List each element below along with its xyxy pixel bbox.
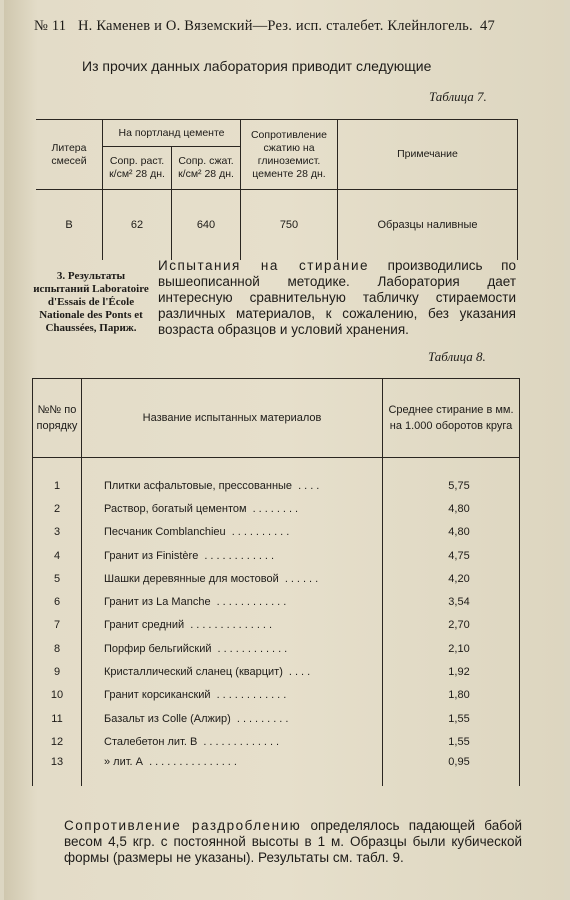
table-row <box>33 544 520 567</box>
leader-dots: ...... <box>278 572 322 585</box>
table-row <box>33 497 520 520</box>
table7-caption: Таблица 7. <box>429 89 487 104</box>
row-number: 7 <box>53 619 61 632</box>
row-number: 3 <box>53 526 61 539</box>
material-name-cell <box>82 497 383 520</box>
material-name-cell <box>82 521 383 544</box>
t7-header-glino: Сопротивление сжатию на глиноземист. цементе 28 дн. <box>241 120 338 190</box>
material-name: Базальт из Colle (Алжир) <box>104 712 231 725</box>
table-row <box>33 614 520 637</box>
running-title: Н. Каменев и О. Вяземский—Рез. исп. сталебет. Клейнлогель. <box>78 18 473 34</box>
row-number: 8 <box>53 642 61 655</box>
t7-cell-litera: В <box>36 190 103 261</box>
abrasion-value-cell <box>383 544 520 567</box>
leader-dots: ............ <box>198 549 278 562</box>
material-name: Песчаник Comblanchieu <box>104 526 226 539</box>
material-name-cell <box>82 590 383 613</box>
material-name: Гранит из La Manche <box>104 596 211 609</box>
table-row <box>33 521 520 544</box>
row-number: 5 <box>53 572 61 585</box>
para2-text: определялось падающей бабой весом 4,5 кгр. с постоянной высоты в 1 м. Образцы были кубической формы (размеры не указаны). Результаты см. табл. 9. <box>64 818 522 865</box>
leader-dots: ............... <box>143 755 240 768</box>
row-number: 11 <box>51 712 63 725</box>
material-name-cell <box>82 567 383 590</box>
paragraph-crushing <box>64 818 522 866</box>
abrasion-value-cell <box>383 567 520 590</box>
material-name: Гранит средний <box>104 619 185 632</box>
abrasion-value-cell <box>383 660 520 683</box>
table-row <box>33 637 520 660</box>
abrasion-value-cell <box>383 730 520 753</box>
abrasion-value-cell <box>383 684 520 707</box>
abrasion-value: 1,55 <box>448 735 470 748</box>
abrasion-value: 4,80 <box>448 526 470 539</box>
t7-header-rast: Сопр. раст. к/см² 28 дн. <box>103 147 172 190</box>
material-name: Гранит корсиканский <box>104 689 211 702</box>
book-page <box>4 0 564 900</box>
row-number-cell <box>33 590 82 613</box>
row-number-cell <box>33 497 82 520</box>
row-number: 13 <box>50 755 64 768</box>
leader-dots: ........ <box>246 502 302 515</box>
row-number: 4 <box>53 549 61 562</box>
row-number-cell <box>33 707 82 730</box>
t7-header-note: Примечание <box>338 120 518 190</box>
abrasion-value: 1,55 <box>448 712 470 725</box>
leader-dots: ............ <box>210 596 290 609</box>
material-name-cell <box>82 474 383 497</box>
leader-dots: ............ <box>211 642 291 655</box>
row-number-cell <box>33 544 82 567</box>
table-row <box>33 567 520 590</box>
row-number-cell <box>33 754 82 786</box>
leader-dots: .... <box>292 479 323 492</box>
material-name: Плитки асфальтовые, прессованные <box>104 479 293 492</box>
abrasion-value-cell <box>383 754 520 786</box>
t7-header-portland: На портланд цементе <box>103 120 241 147</box>
t8-header-name: Название испытанных материалов <box>82 379 383 458</box>
abrasion-value: 2,70 <box>448 619 470 632</box>
table-row <box>33 730 520 753</box>
leader-dots: .......... <box>225 526 293 539</box>
material-name-cell <box>82 754 383 786</box>
abrasion-value-cell <box>383 521 520 544</box>
row-number: 12 <box>50 735 64 748</box>
material-name-cell <box>82 614 383 637</box>
row-number-cell <box>33 567 82 590</box>
material-name: » лит. А <box>104 755 144 768</box>
leader-dots: ............ <box>210 689 290 702</box>
material-name: Шашки деревянные для мостовой <box>104 572 279 585</box>
table-row <box>33 707 520 730</box>
abrasion-value: 4,20 <box>448 572 470 585</box>
material-name-cell <box>82 544 383 567</box>
margin-heading: 3. Результаты испытаний Laboratoire d'Essais de l'École Nationale des Ponts et Chaussées, Париж. <box>33 270 149 334</box>
t7-cell-glino: 750 <box>241 190 338 261</box>
abrasion-value: 0,95 <box>448 755 470 768</box>
row-number-cell <box>33 614 82 637</box>
row-number: 10 <box>50 689 64 702</box>
row-number: 1 <box>53 479 61 492</box>
table8-caption: Таблица 8. <box>428 349 486 364</box>
abrasion-value-cell <box>383 474 520 497</box>
leader-dots: .... <box>282 666 314 679</box>
t7-header-szhat: Сопр. сжат. к/см² 28 дн. <box>172 147 241 190</box>
row-number: 6 <box>53 596 61 609</box>
material-name-cell <box>82 684 383 707</box>
table-7 <box>36 119 518 260</box>
t7-cell-note: Образцы наливные <box>338 190 518 261</box>
material-name: Раствор, богатый цементом <box>104 502 247 515</box>
abrasion-value: 5,75 <box>448 479 470 492</box>
row-number-cell <box>33 637 82 660</box>
material-name-cell <box>82 730 383 753</box>
para2-emphasis: Сопротивление раздроблению <box>64 818 302 833</box>
issue-number: № 11 <box>34 18 67 34</box>
row-number-cell <box>33 684 82 707</box>
row-number-cell <box>33 660 82 683</box>
row-number-cell <box>33 474 82 497</box>
t7-cell-rast: 62 <box>103 190 172 261</box>
abrasion-value-cell <box>383 590 520 613</box>
row-number: 9 <box>53 666 61 679</box>
abrasion-value: 4,80 <box>448 502 470 515</box>
paragraph-abrasion <box>158 258 516 338</box>
material-name-cell <box>82 707 383 730</box>
para1-emphasis: Испытания на стирание <box>158 258 370 273</box>
t7-header-litera: Литера смесей <box>36 120 103 190</box>
abrasion-value: 1,80 <box>448 689 470 702</box>
leader-dots: ............. <box>197 735 283 748</box>
abrasion-value-cell <box>383 614 520 637</box>
table-row <box>33 754 520 786</box>
intro-line: Из прочих данных лаборатория приводит следующие <box>82 58 432 74</box>
abrasion-value-cell <box>383 707 520 730</box>
abrasion-value: 1,92 <box>448 666 470 679</box>
table-8 <box>32 378 520 786</box>
row-number-cell <box>33 730 82 753</box>
table-row <box>33 590 520 613</box>
page-number: 47 <box>480 18 495 34</box>
table-row <box>33 474 520 497</box>
table-row <box>33 660 520 683</box>
material-name: Сталебетон лит. В <box>104 735 198 748</box>
leader-dots: .............. <box>184 619 276 632</box>
abrasion-value-cell <box>383 497 520 520</box>
abrasion-value: 4,75 <box>448 549 470 562</box>
t8-header-num: №№ по порядку <box>33 379 82 458</box>
material-name-cell <box>82 660 383 683</box>
abrasion-value: 3,54 <box>448 596 470 609</box>
material-name: Гранит из Finistère <box>104 549 199 562</box>
table-row <box>33 684 520 707</box>
material-name-cell <box>82 637 383 660</box>
t8-header-value: Среднее стирание в мм. на 1.000 оборотов круга <box>383 379 520 458</box>
material-name: Порфир бельгийский <box>104 642 212 655</box>
abrasion-value: 2,10 <box>448 642 470 655</box>
t7-cell-szhat: 640 <box>172 190 241 261</box>
para1-text: производились по вышеописанной методике. Лаборатория дает интересную сравнительную табличку стираемости различных материалов, к сожалению, без указания возраста образцов и условий хранения. <box>158 258 516 337</box>
row-number-cell <box>33 521 82 544</box>
abrasion-value-cell <box>383 637 520 660</box>
row-number: 2 <box>53 502 61 515</box>
material-name: Кристаллический сланец (кварцит) <box>104 666 283 679</box>
leader-dots: ......... <box>230 712 292 725</box>
